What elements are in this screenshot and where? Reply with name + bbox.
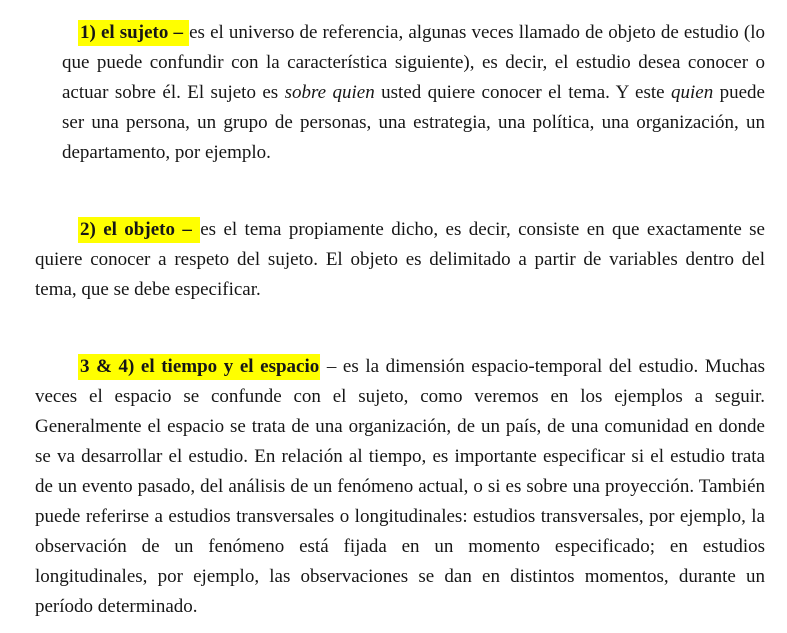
paragraph-el-sujeto bbox=[62, 18, 765, 168]
highlighted-heading-el-tiempo-y-el-espacio: 3 & 4) el tiempo y el espacio bbox=[78, 354, 320, 380]
paragraph-el-tiempo-y-el-espacio bbox=[35, 352, 765, 622]
paragraph-el-objeto bbox=[35, 215, 765, 305]
body-text-run: puede ser una persona, un grupo de personas, una estrategia, una política, una organización, un departamento, por ejemplo. bbox=[62, 82, 765, 163]
highlighted-heading-el-objeto: 2) el objeto – bbox=[78, 217, 200, 243]
body-text-run: usted quiere conocer el tema. Y este bbox=[374, 82, 671, 103]
body-text-run: – es la dimensión espacio-temporal del estudio. Muchas veces el espacio se confunde con el sujeto, como veremos en los ejemplos a seguir. Generalmente el espacio se trata de una organización, de un país, de una comunidad en donde se va desarrollar el estudio. En relación al tiempo, es importante especificar si el estudio trata de un evento pasado, del análisis de un fenómeno actual, o si es sobre una proyección. También puede referirse a estudios transversales o longitudinales: estudios transversales, por ejemplo, la observación de un fenómeno está fijada en un momento especificado; en estudios longitudinales, por ejemplo, las observaciones se dan en distintos momentos, durante un período determinado. bbox=[35, 356, 765, 617]
body-text-run: es el tema propiamente dicho, es decir, consiste en que exactamente se quiere conocer a respeto del sujeto. El objeto es delimitado a partir de variables dentro del tema, que se debe especificar. bbox=[35, 219, 765, 300]
highlighted-heading-el-sujeto: 1) el sujeto – bbox=[78, 20, 189, 46]
italic-text-run: quien bbox=[670, 82, 714, 103]
body-text-run: es el universo de referencia, algunas veces llamado de objeto de estudio (lo que puede confundir con la característica siguiente), es decir, el estudio desea conocer o actuar sobre él. El sujeto es bbox=[62, 22, 765, 103]
italic-text-run: sobre quien bbox=[284, 82, 375, 103]
